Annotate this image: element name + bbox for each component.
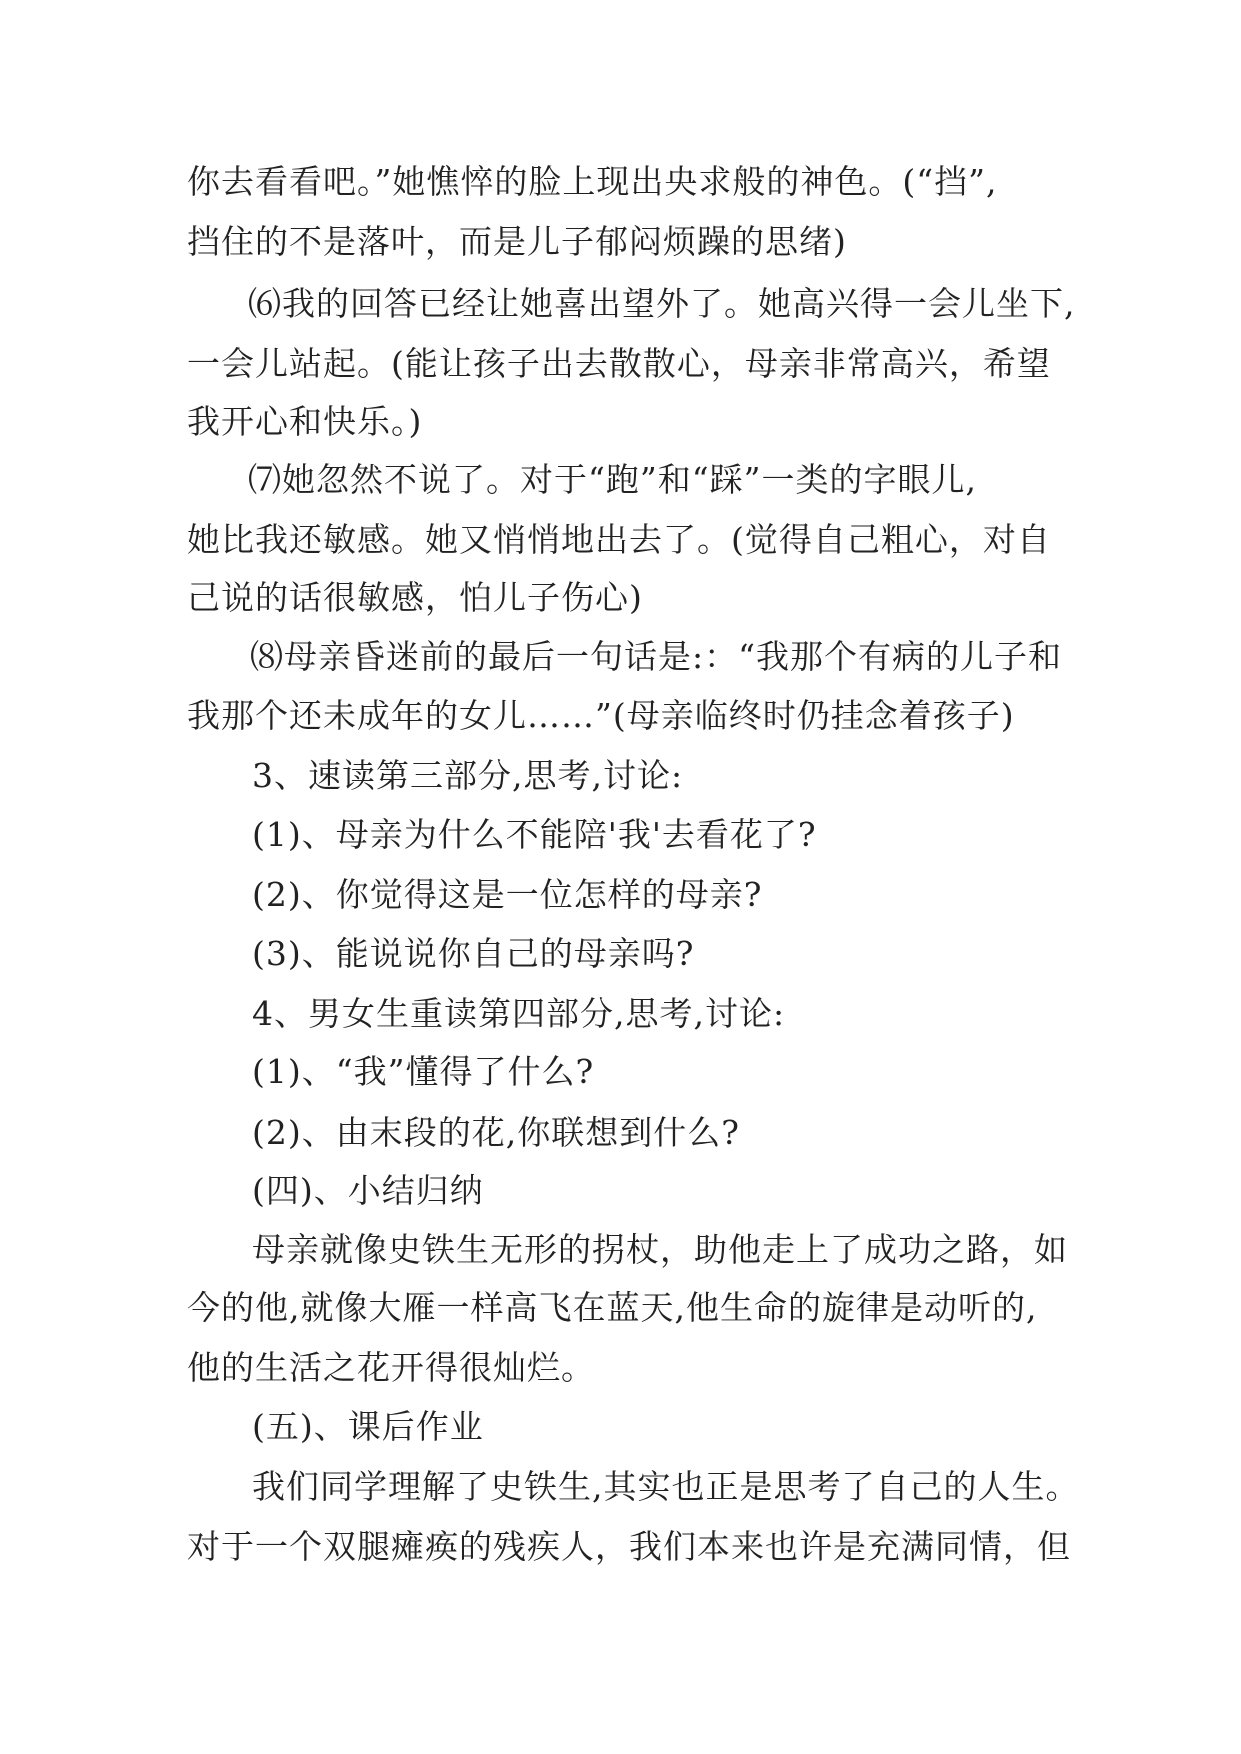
text-line-10: 我那个还未成年的女儿……”(母亲临终时仍挂念着孩子)	[187, 696, 1015, 735]
text-line-23: 我们同学理解了史铁生,其实也正是思考了自己的人生。	[252, 1467, 1080, 1506]
text-line-6: ⑺她忽然不说了。对于“跑”和“踩”一类的字眼儿,	[248, 460, 977, 499]
text-line-12: (1)、母亲为什么不能陪'我'去看花了?	[252, 815, 817, 854]
text-line-24: 对于一个双腿瘫痪的残疾人，我们本来也许是充满同情，但	[187, 1527, 1071, 1566]
text-line-16: (1)、“我”懂得了什么?	[252, 1052, 595, 1091]
text-line-2: 挡住的不是落叶，而是儿子郁闷烦躁的思绪)	[187, 222, 847, 261]
text-line-8: 己说的话很敏感，怕儿子伤心)	[187, 578, 643, 617]
text-line-14: (3)、能说说你自己的母亲吗?	[252, 934, 695, 973]
text-line-20: 今的他,就像大雁一样高飞在蓝天,他生命的旋律是动听的,	[187, 1288, 1038, 1327]
text-line-5: 我开心和快乐。)	[187, 402, 423, 441]
text-line-1: 你去看看吧。”她憔悴的脸上现出央求般的神色。(“挡”,	[187, 162, 998, 201]
text-line-7: 她比我还敏感。她又悄悄地出去了。(觉得自己粗心，对自	[187, 520, 1051, 559]
text-line-3: ⑹我的回答已经让她喜出望外了。她高兴得一会儿坐下,	[248, 284, 1076, 323]
text-line-13: (2)、你觉得这是一位怎样的母亲?	[252, 875, 763, 914]
text-line-18: (四)、小结归纳	[252, 1171, 484, 1210]
text-line-4: 一会儿站起。(能让孩子出去散散心，母亲非常高兴，希望	[187, 344, 1051, 383]
text-line-15: 4、男女生重读第四部分,思考,讨论:	[252, 994, 786, 1033]
text-line-22: (五)、课后作业	[252, 1407, 484, 1446]
text-line-19: 母亲就像史铁生无形的拐杖，助他走上了成功之路，如	[252, 1230, 1068, 1269]
text-line-9: ⑻母亲昏迷前的最后一句话是:：“我那个有病的儿子和	[250, 637, 1062, 676]
text-line-17: (2)、由末段的花,你联想到什么?	[252, 1113, 740, 1152]
text-line-21: 他的生活之花开得很灿烂。	[187, 1348, 595, 1387]
text-line-11: 3、速读第三部分,思考,讨论:	[252, 756, 684, 795]
